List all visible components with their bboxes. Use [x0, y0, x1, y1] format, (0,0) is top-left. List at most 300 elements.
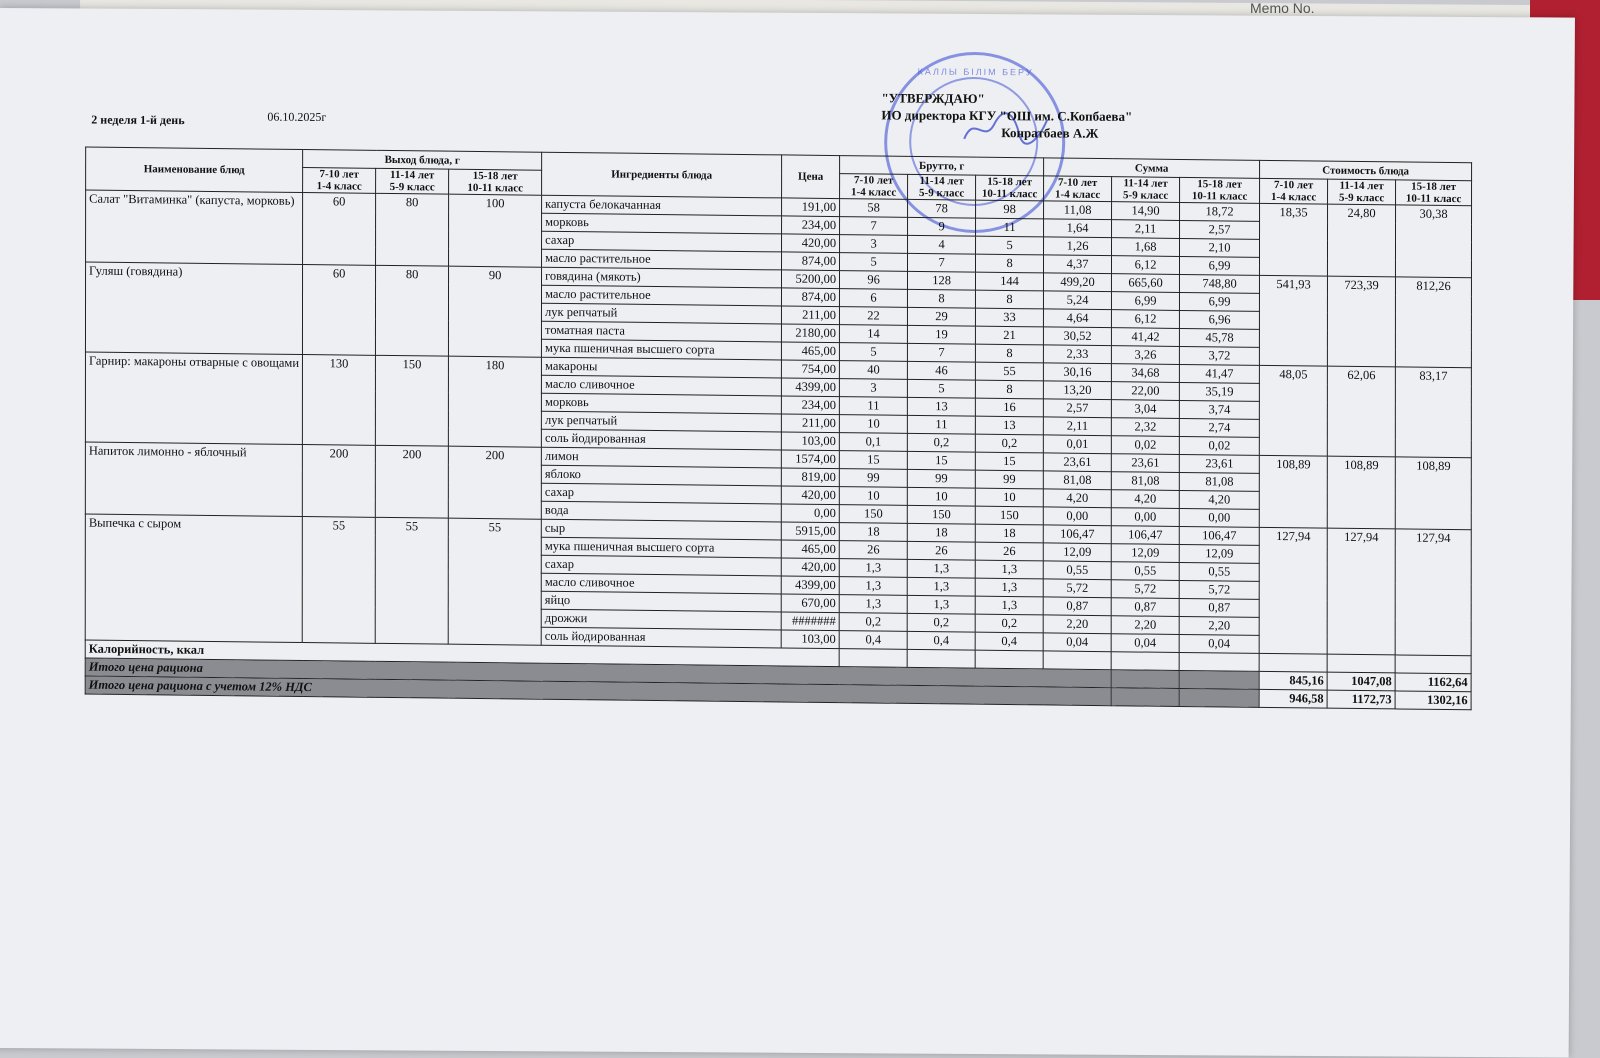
dish-cost: 541,93	[1259, 275, 1327, 366]
brutto-value: 18	[839, 523, 907, 542]
sum-value: 0,87	[1179, 598, 1259, 617]
age-header	[1112, 177, 1180, 203]
ingredient-name: томатная паста	[542, 321, 782, 342]
sum-value: 2,11	[1112, 220, 1180, 239]
dish-cost: 127,94	[1395, 529, 1471, 656]
approve-title: "УТВЕРЖДАЮ"	[881, 90, 985, 107]
sum-value: 30,16	[1043, 363, 1111, 382]
dish-name: Гарнир: макароны отварные с овощами	[85, 352, 302, 444]
brutto-value: 3	[840, 235, 908, 254]
age-label: 15-18 лет	[472, 169, 518, 183]
sum-value: 106,47	[1111, 526, 1179, 545]
total-label: Итого цена рациона	[85, 658, 1111, 688]
total-blank	[1111, 688, 1179, 707]
sum-value: 6,99	[1180, 292, 1260, 311]
sum-value: 14,90	[1112, 202, 1180, 221]
ingredient-name: масло сливочное	[541, 573, 781, 594]
brutto-value: 1,3	[975, 560, 1043, 579]
brutto-value: 7	[840, 217, 908, 236]
brutto-value: 55	[975, 362, 1043, 381]
brutto-value: 1,3	[907, 595, 975, 614]
brutto-value: 58	[840, 199, 908, 218]
sum-value: 4,20	[1111, 490, 1179, 509]
age-label: 11-14 лет	[1123, 177, 1168, 190]
brutto-value: 150	[839, 505, 907, 524]
sum-value: 41,47	[1179, 364, 1259, 383]
brutto-value: 11	[907, 415, 975, 434]
brutto-value: 0,1	[839, 433, 907, 452]
yield-value: 55	[302, 517, 375, 644]
ingredient-price: 670,00	[781, 594, 839, 613]
ingredient-price: 103,00	[781, 630, 839, 649]
brutto-value: 14	[840, 325, 908, 344]
brutto-value: 1,3	[839, 577, 907, 596]
dish-cost: 127,94	[1259, 527, 1327, 654]
dish-cost: 83,17	[1395, 367, 1471, 458]
brutto-value: 26	[975, 542, 1043, 561]
brutto-value: 150	[975, 506, 1043, 525]
age-label: 15-18 лет	[1411, 180, 1457, 194]
calories-label: Калорийность, ккал	[85, 640, 839, 667]
brutto-value: 5	[976, 236, 1044, 255]
brutto-value: 13	[907, 397, 975, 416]
brutto-value: 15	[839, 451, 907, 470]
col-cost: Стоимость блюда	[1260, 160, 1472, 180]
sum-value: 12,09	[1179, 544, 1259, 563]
brutto-value: 0,2	[907, 433, 975, 452]
age-label: 15-18 лет	[987, 175, 1033, 189]
sum-value: 6,12	[1112, 256, 1180, 275]
age-label: 7-10 лет	[1057, 176, 1098, 190]
calories-cell	[1259, 653, 1327, 672]
total-value: 1172,73	[1327, 690, 1395, 709]
brutto-value: 0,4	[907, 631, 975, 650]
yield-value: 60	[303, 264, 376, 355]
total-value: 845,16	[1259, 671, 1327, 690]
ingredient-name: говядина (мякоть)	[542, 267, 782, 288]
sum-value: 2,11	[1043, 417, 1111, 436]
age-label: 7-10 лет	[853, 174, 894, 187]
sum-value: 4,20	[1179, 490, 1259, 509]
stamp-text: КАЛЛЫ БІЛІМ БЕРУ	[917, 66, 1034, 78]
ingredient-name: сыр	[541, 519, 781, 540]
approve-position: ИО директора КГУ "ОШ им. С.Копбаева"	[881, 107, 1133, 124]
brutto-value: 78	[908, 199, 976, 218]
sum-value: 81,08	[1111, 472, 1179, 491]
ingredient-name: мука пшеничная высшего сорта	[541, 537, 781, 558]
ingredient-name: лук репчатый	[542, 303, 782, 324]
yield-value: 55	[375, 517, 448, 644]
sum-value: 2,33	[1043, 345, 1111, 364]
col-ingredients: Ингредиенты блюда	[542, 152, 782, 198]
sum-value: 35,19	[1179, 382, 1259, 401]
sum-value: 1,64	[1044, 219, 1112, 238]
yield-value: 90	[449, 266, 542, 357]
total-value: 946,58	[1259, 689, 1327, 708]
sum-value: 3,74	[1179, 400, 1259, 419]
sum-value: 0,04	[1179, 634, 1259, 653]
brutto-value: 5	[840, 343, 908, 362]
sum-value: 41,42	[1112, 328, 1180, 347]
sum-value: 5,72	[1111, 580, 1179, 599]
brutto-value: 40	[839, 361, 907, 380]
age-label: 11-14 лет	[390, 168, 435, 182]
sum-value: 106,47	[1043, 525, 1111, 544]
grade-label: 5-9 класс	[1339, 191, 1385, 205]
dish-cost: 24,80	[1328, 204, 1396, 277]
brutto-value: 144	[976, 272, 1044, 291]
sum-value: 5,72	[1043, 579, 1111, 598]
ingredient-name: масло растительное	[542, 249, 782, 270]
sum-value: 0,87	[1111, 598, 1179, 617]
ingredient-price: #######	[781, 612, 839, 631]
sum-value: 2,10	[1180, 238, 1260, 257]
ingredient-price: 2180,00	[782, 324, 840, 343]
sum-value: 6,96	[1180, 310, 1260, 329]
sum-value: 2,74	[1179, 418, 1259, 437]
age-header	[840, 174, 908, 200]
ingredient-name: сахар	[541, 555, 781, 576]
yield-value: 55	[448, 518, 541, 645]
total-value: 1302,16	[1395, 691, 1471, 710]
sum-value: 665,60	[1112, 274, 1180, 293]
col-dish: Наименование блюд	[86, 147, 303, 192]
sum-value: 0,02	[1111, 436, 1179, 455]
col-brutto: Брутто, г	[840, 156, 1044, 176]
sum-value: 2,57	[1043, 399, 1111, 418]
brutto-value: 10	[839, 415, 907, 434]
brutto-value: 4	[908, 235, 976, 254]
sum-value: 81,08	[1179, 472, 1259, 491]
ingredient-price: 0,00	[781, 504, 839, 523]
sum-value: 12,09	[1043, 543, 1111, 562]
sum-value: 18,72	[1180, 202, 1260, 221]
yield-value: 200	[448, 446, 541, 519]
sum-value: 81,08	[1043, 471, 1111, 490]
sum-value: 3,26	[1111, 346, 1179, 365]
sum-value: 22,00	[1111, 382, 1179, 401]
brutto-value: 128	[908, 271, 976, 290]
calories-cell	[1043, 651, 1111, 670]
total-blank	[1179, 688, 1259, 707]
approve-name: Конратбаев А.Ж	[1001, 125, 1099, 141]
ingredient-price: 5915,00	[781, 522, 839, 541]
sum-value: 748,80	[1180, 274, 1260, 293]
brutto-value: 18	[975, 524, 1043, 543]
ingredient-price: 211,00	[782, 306, 840, 325]
grade-label: 1-4 класс	[1271, 190, 1317, 204]
grade-label: 10-11 класс	[467, 181, 523, 195]
ingredient-name: лимон	[541, 447, 781, 468]
brutto-value: 15	[907, 451, 975, 470]
ingredient-name: макароны	[542, 357, 782, 378]
yield-value: 180	[448, 356, 541, 447]
ingredient-price: 420,00	[782, 234, 840, 253]
sum-value: 0,00	[1111, 508, 1179, 527]
age-label: 11-14 лет	[1339, 179, 1384, 193]
grade-label: 10-11 класс	[981, 187, 1038, 201]
yield-value: 200	[302, 445, 375, 518]
brutto-value: 5	[907, 379, 975, 398]
grade-label: 5-9 класс	[919, 186, 965, 200]
total-value: 1162,64	[1395, 673, 1471, 692]
approval-block	[881, 89, 1132, 142]
yield-value: 130	[302, 355, 375, 446]
ingredient-price: 4399,00	[781, 576, 839, 595]
brutto-value: 99	[839, 469, 907, 488]
dish-cost: 108,89	[1395, 457, 1471, 530]
week-day-label: 2 неделя 1-й день	[91, 112, 185, 128]
sum-value: 0,04	[1111, 634, 1179, 653]
ingredient-name: сахар	[541, 483, 781, 504]
sum-value: 5,24	[1044, 291, 1112, 310]
sum-value: 1,68	[1112, 238, 1180, 257]
sum-value: 0,04	[1043, 633, 1111, 652]
dish-name: Гуляш (говядина)	[85, 262, 302, 354]
yield-value: 150	[375, 355, 448, 446]
grade-label: 1-4 класс	[1055, 188, 1101, 202]
age-header	[1328, 179, 1396, 205]
brutto-value: 10	[907, 487, 975, 506]
ingredient-price: 754,00	[781, 360, 839, 379]
sum-value: 23,61	[1111, 454, 1179, 473]
sum-value: 45,78	[1179, 328, 1259, 347]
brutto-value: 1,3	[839, 559, 907, 578]
brutto-value: 11	[839, 397, 907, 416]
col-sum: Сумма	[1044, 158, 1260, 178]
calories-cell	[1111, 652, 1179, 671]
total-blank	[1111, 670, 1179, 689]
brutto-value: 0,4	[839, 631, 907, 650]
calories-cell	[1395, 655, 1471, 674]
grade-label: 1-4 класс	[316, 180, 362, 193]
brutto-value: 13	[975, 416, 1043, 435]
sum-value: 2,20	[1043, 615, 1111, 634]
dish-cost: 108,89	[1259, 455, 1327, 528]
dish-cost: 723,39	[1327, 276, 1395, 367]
dish-name: Выпечка с сыром	[85, 514, 302, 642]
age-header	[449, 169, 542, 195]
ingredient-name: морковь	[541, 393, 781, 414]
brutto-value: 10	[839, 487, 907, 506]
ingredient-name: соль йодированная	[541, 429, 781, 450]
ingredient-name: сахар	[542, 231, 782, 252]
ingredient-name: масло растительное	[542, 285, 782, 306]
brutto-value: 98	[976, 200, 1044, 219]
ingredient-price: 465,00	[782, 342, 840, 361]
sum-value: 4,37	[1044, 255, 1112, 274]
sum-value: 106,47	[1179, 526, 1259, 545]
brutto-value: 21	[976, 326, 1044, 345]
ingredient-price: 420,00	[781, 486, 839, 505]
brutto-value: 1,3	[907, 559, 975, 578]
ingredient-price: 1574,00	[781, 450, 839, 469]
brutto-value: 1,3	[839, 595, 907, 614]
age-header	[1396, 180, 1472, 206]
sum-value: 2,57	[1180, 220, 1260, 239]
ingredient-name: вода	[541, 501, 781, 522]
brutto-value: 15	[975, 452, 1043, 471]
age-header	[976, 175, 1044, 201]
sum-value: 4,64	[1044, 309, 1112, 328]
brutto-value: 1,3	[975, 596, 1043, 615]
ingredient-name: морковь	[542, 213, 782, 234]
dish-cost: 127,94	[1327, 528, 1395, 655]
brutto-value: 46	[907, 361, 975, 380]
ingredient-name: масло сливочное	[541, 375, 781, 396]
sum-value: 0,55	[1179, 562, 1259, 581]
yield-value: 60	[303, 192, 376, 265]
grade-label: 10-11 класс	[1191, 190, 1248, 203]
brutto-value: 0,2	[839, 613, 907, 632]
sum-value: 13,20	[1043, 381, 1111, 400]
ingredient-price: 211,00	[781, 414, 839, 433]
sum-value: 0,55	[1043, 561, 1111, 580]
brutto-value: 99	[907, 469, 975, 488]
brutto-value: 8	[976, 290, 1044, 309]
col-price: Цена	[782, 155, 840, 199]
yield-value: 80	[376, 265, 449, 356]
brutto-value: 8	[908, 289, 976, 308]
age-header	[1260, 178, 1328, 204]
calories-cell	[839, 649, 907, 668]
brutto-value: 6	[840, 289, 908, 308]
sum-value: 12,09	[1111, 544, 1179, 563]
dish-cost: 18,35	[1260, 203, 1328, 276]
sum-value: 2,20	[1179, 616, 1259, 635]
sum-value: 4,20	[1043, 489, 1111, 508]
sum-value: 0,01	[1043, 435, 1111, 454]
total-blank	[1179, 670, 1259, 689]
brutto-value: 10	[975, 488, 1043, 507]
grade-label: 10-11 класс	[1405, 192, 1462, 206]
age-header	[1180, 177, 1260, 203]
age-label: 11-14 лет	[919, 174, 964, 188]
calories-cell	[1327, 654, 1395, 673]
memo-label: Memo No.	[1250, 0, 1315, 16]
calories-cell	[1179, 652, 1259, 671]
ingredient-price: 874,00	[782, 288, 840, 307]
sum-value: 6,99	[1180, 256, 1260, 275]
dish-cost: 108,89	[1327, 456, 1395, 529]
brutto-value: 11	[976, 218, 1044, 237]
ingredient-name: лук репчатый	[541, 411, 781, 432]
brutto-value: 1,3	[907, 577, 975, 596]
age-header	[303, 167, 376, 193]
sum-value: 1,26	[1044, 237, 1112, 256]
brutto-value: 150	[907, 505, 975, 524]
grade-label: 1-4 класс	[851, 186, 897, 199]
yield-value: 80	[376, 193, 449, 266]
brutto-value: 0,2	[975, 434, 1043, 453]
ingredient-name: капуста белокачанная	[542, 195, 782, 216]
total-label: Итого цена рациона с учетом 12% НДС	[85, 676, 1111, 706]
ingredient-price: 234,00	[782, 216, 840, 235]
ingredient-name: яйцо	[541, 591, 781, 612]
total-value: 1047,08	[1327, 672, 1395, 691]
ingredient-price: 420,00	[781, 558, 839, 577]
yield-value: 200	[375, 445, 448, 518]
calories-cell	[975, 650, 1043, 669]
grade-label: 5-9 класс	[389, 180, 435, 194]
sum-value: 499,20	[1044, 273, 1112, 292]
age-header	[1044, 176, 1112, 202]
ingredient-name: мука пшеничная высшего сорта	[542, 339, 782, 360]
dish-name: Салат "Витаминка" (капуста, морковь)	[86, 190, 303, 264]
sum-value: 11,08	[1044, 201, 1112, 220]
brutto-value: 99	[975, 470, 1043, 489]
sum-value: 0,55	[1111, 562, 1179, 581]
grade-label: 5-9 класс	[1123, 189, 1169, 202]
brutto-value: 26	[839, 541, 907, 560]
brutto-value: 3	[839, 379, 907, 398]
brutto-value: 0,4	[975, 632, 1043, 651]
brutto-value: 18	[907, 523, 975, 542]
age-label: 7-10 лет	[319, 168, 359, 181]
brutto-value: 5	[840, 253, 908, 272]
brutto-value: 0,2	[975, 614, 1043, 633]
sum-value: 0,87	[1043, 597, 1111, 616]
ingredient-price: 819,00	[781, 468, 839, 487]
ingredient-price: 4399,00	[781, 378, 839, 397]
menu-document	[0, 8, 1575, 1058]
sum-value: 5,72	[1179, 580, 1259, 599]
sum-value: 2,32	[1111, 418, 1179, 437]
ingredient-name: дрожжи	[541, 609, 781, 630]
brutto-value: 7	[908, 253, 976, 272]
brutto-value: 16	[975, 398, 1043, 417]
brutto-value: 96	[840, 271, 908, 290]
dish-cost: 812,26	[1395, 277, 1471, 368]
sum-value: 0,02	[1179, 436, 1259, 455]
brutto-value: 29	[908, 307, 976, 326]
sum-value: 0,00	[1179, 508, 1259, 527]
sum-value: 23,61	[1179, 454, 1259, 473]
ingredient-price: 191,00	[782, 198, 840, 217]
ingredient-price: 234,00	[781, 396, 839, 415]
document-date: 06.10.2025г	[267, 109, 327, 124]
ingredient-name: соль йодированная	[541, 627, 781, 648]
brutto-value: 1,3	[975, 578, 1043, 597]
menu-table	[85, 147, 1472, 711]
sum-value: 3,72	[1179, 346, 1259, 365]
col-yield: Выход блюда, г	[303, 149, 542, 170]
calories-cell	[907, 649, 975, 668]
ingredient-price: 103,00	[781, 432, 839, 451]
ingredient-price: 5200,00	[782, 270, 840, 289]
dish-cost: 62,06	[1327, 366, 1395, 457]
dish-cost: 30,38	[1396, 205, 1472, 278]
brutto-value: 7	[908, 343, 976, 362]
sum-value: 6,12	[1112, 310, 1180, 329]
ingredient-name: яблоко	[541, 465, 781, 486]
brutto-value: 0,2	[907, 613, 975, 632]
ingredient-price: 465,00	[781, 540, 839, 559]
sum-value: 0,00	[1043, 507, 1111, 526]
sum-value: 3,04	[1111, 400, 1179, 419]
brutto-value: 26	[907, 541, 975, 560]
dish-cost: 48,05	[1259, 365, 1327, 456]
sum-value: 34,68	[1111, 364, 1179, 383]
ingredient-price: 874,00	[782, 252, 840, 271]
sum-value: 23,61	[1043, 453, 1111, 472]
brutto-value: 9	[908, 217, 976, 236]
brutto-value: 8	[976, 254, 1044, 273]
brutto-value: 19	[908, 325, 976, 344]
brutto-value: 22	[840, 307, 908, 326]
sum-value: 30,52	[1044, 327, 1112, 346]
age-header	[376, 168, 449, 194]
